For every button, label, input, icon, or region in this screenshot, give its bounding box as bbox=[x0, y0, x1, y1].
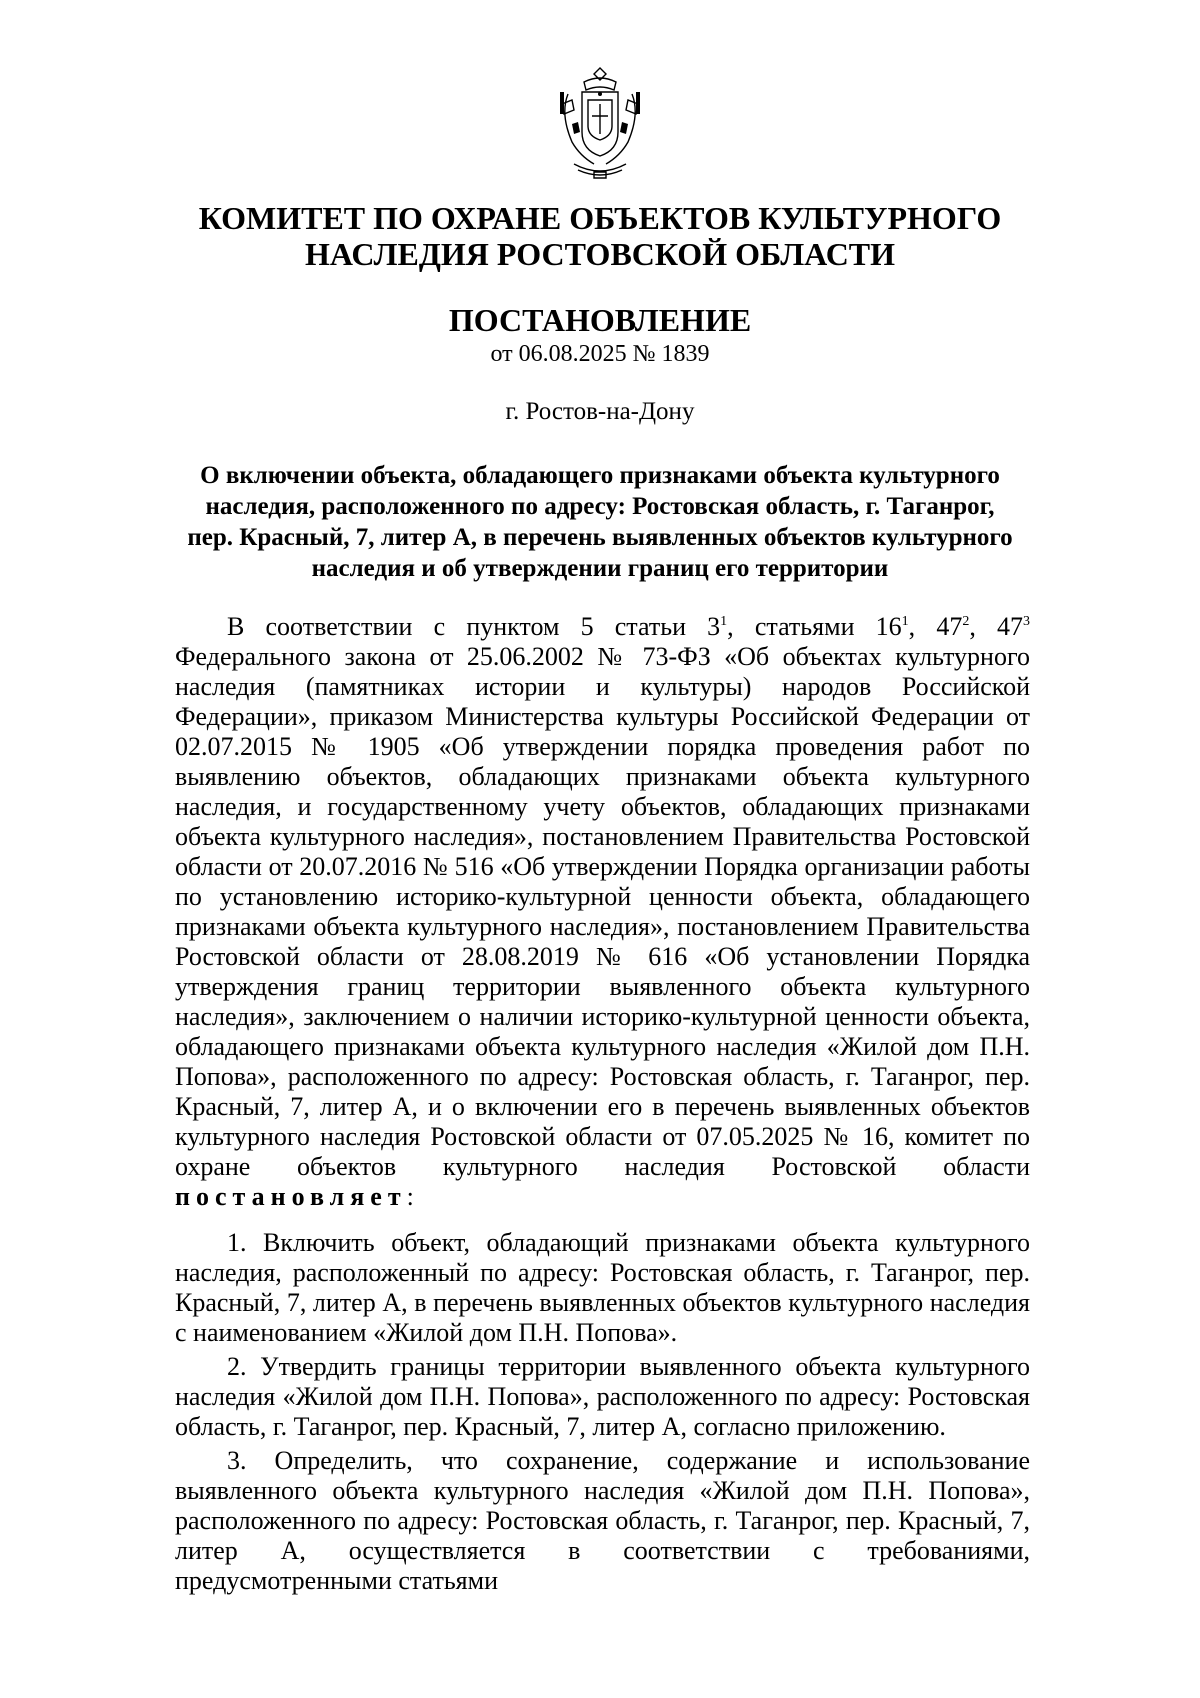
preamble-paragraph bbox=[175, 612, 1030, 1212]
preamble-colon: : bbox=[406, 1182, 414, 1211]
preamble-sup-2: 1 bbox=[901, 614, 909, 629]
document-city: г. Ростов-на-Дону bbox=[505, 398, 695, 425]
item-2: 2. Утвердить границы территории выявленного объекта культурного наследия «Жилой дом П.Н. Попова», расположенного по адресу: Ростовская область, г. Таганрог, пер. Красный, 7, литер А, согласно приложению. bbox=[175, 1352, 1030, 1441]
preamble-text-4: , 47 bbox=[969, 612, 1024, 641]
preamble-text-3: , 47 bbox=[908, 612, 963, 641]
preamble-text-5: Федерального закона от 25.06.2002 № 73-ФЗ «Об объектах культурного наследия (памятниках истории и культуры) народов Российской Федерации», приказом Министерства культуры Российской Федерации от 02.07.2015 № 1905 «Об утверждении порядка проведения работ по выявлению объектов, обладающих признаками объекта культурного наследия, и государственному учету объектов, обладающих признаками объекта культурного наследия», постановлением Правительства Ростовской области от 20.07.2016 № 516 «Об утверждении Порядка организации работы по установлению историко-культурной ценности объекта, обладающего признаками объекта культурного наследия», постановлением Правительства Ростовской области от 28.08.2019 № 616 «Об установлении Порядка утверждения границ территории выявленного объекта культурного наследия», заключением о наличии историко-культурной ценности объекта, обладающего признаками объекта культурного наследия «Жилой дом П.Н. Попова», расположенного по адресу: Ростовская область, г. Таганрог, пер. Красный, 7, литер А, и о включении его в перечень выявленных объектов культурного наследия Ростовской области от 07.05.2025 № 16, комитет по охране объектов культурного наследия Ростовской области bbox=[175, 642, 1030, 1181]
item-1: 1. Включить объект, обладающий признаками объекта культурного наследия, расположенный по адресу: Ростовская область, г. Таганрог, пер. Красный, 7, литер А, в перечень выявленных объектов культурного наследия с наименованием «Жилой дом П.Н. Попова». bbox=[175, 1228, 1030, 1347]
heading-line-2: наследия, расположенного по адресу: Ростовская область, г. Таганрог, bbox=[205, 493, 995, 520]
preamble-sup-3: 2 bbox=[962, 614, 970, 629]
item-3: 3. Определить, что сохранение, содержание и использование выявленного объекта культурного наследия «Жилой дом П.Н. Попова», расположенного по адресу: Ростовская область, г. Таганрог, пер. Красный, 7, литер А, осуществляется в соответствии с требованиями, предусмотренными статьями bbox=[175, 1446, 1030, 1595]
heading-line-1: О включении объекта, обладающего признаками объекта культурного bbox=[200, 462, 1000, 489]
organization-name bbox=[150, 200, 1050, 272]
preamble-text-2: , статьями 16 bbox=[727, 612, 902, 641]
heading-line-3: пер. Красный, 7, литер А, в перечень выявленных объектов культурного bbox=[187, 524, 1013, 551]
decree-word: постановляет bbox=[175, 1182, 407, 1211]
heading-line-4: наследия и об утверждении границ его территории bbox=[311, 555, 889, 582]
organization-line-2: НАСЛЕДИЯ РОСТОВСКОЙ ОБЛАСТИ bbox=[304, 236, 896, 272]
coat-of-arms-icon bbox=[554, 64, 646, 182]
preamble-sup-1: 1 bbox=[720, 614, 728, 629]
preamble-text-1: В соответствии с пунктом 5 статьи 3 bbox=[227, 612, 721, 641]
document-date-number: от 06.08.2025 № 1839 bbox=[490, 341, 710, 367]
organization-line-1: КОМИТЕТ ПО ОХРАНЕ ОБЪЕКТОВ КУЛЬТУРНОГО bbox=[198, 200, 1002, 236]
preamble-sup-4: 3 bbox=[1023, 614, 1031, 629]
document-heading bbox=[150, 460, 1050, 584]
document-type: ПОСТАНОВЛЕНИЕ bbox=[448, 302, 752, 338]
